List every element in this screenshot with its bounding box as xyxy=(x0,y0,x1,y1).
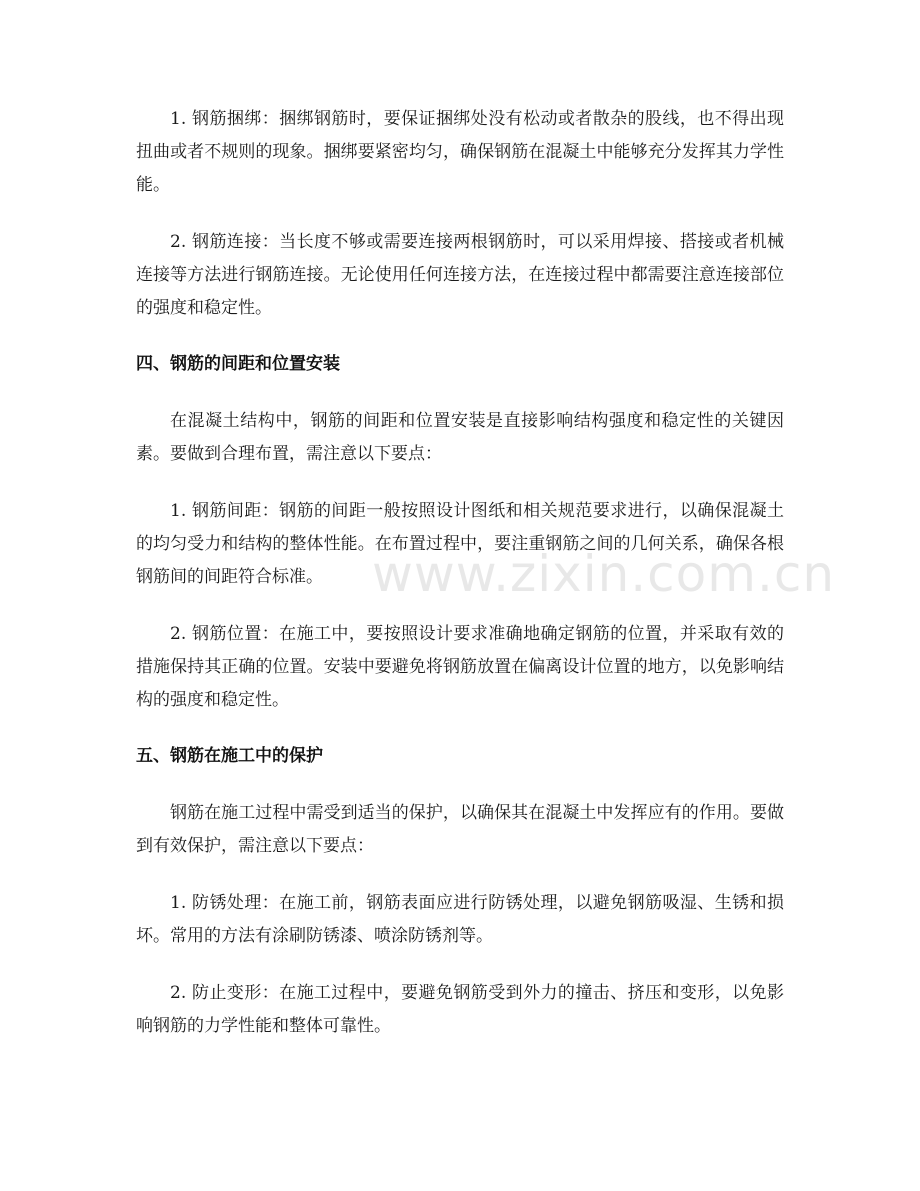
paragraph-protection-intro: 钢筋在施工过程中需受到适当的保护，以确保其在混凝土中发挥应有的作用。要做到有效保护，需注意以下要点： xyxy=(136,803,784,856)
paragraph-spacing-intro: 在混凝土结构中，钢筋的间距和位置安装是直接影响结构强度和稳定性的关键因素。要做到合理布置，需注意以下要点： xyxy=(136,411,784,464)
section-heading-spacing-position: 四、钢筋的间距和位置安装 xyxy=(136,354,340,374)
paragraph-rust-prevention: 1. 防锈处理：在施工前，钢筋表面应进行防锈处理，以避免钢筋吸湿、生锈和损坏。常用的方法有涂刷防锈漆、喷涂防锈剂等。 xyxy=(136,893,784,946)
paragraph-rebar-binding: 1. 钢筋捆绑：捆绑钢筋时，要保证捆绑处没有松动或者散杂的股线，也不得出现扭曲或者不规则的现象。捆绑要紧密均匀，确保钢筋在混凝土中能够充分发挥其力学性能。 xyxy=(136,109,784,195)
paragraph-rebar-spacing: 1. 钢筋间距：钢筋的间距一般按照设计图纸和相关规范要求进行，以确保混凝土的均匀受力和结构的整体性能。在布置过程中，要注重钢筋之间的几何关系，确保各根钢筋间的间距符合标准。 xyxy=(136,501,784,587)
document-body xyxy=(136,103,784,1067)
section-heading-protection: 五、钢筋在施工中的保护 xyxy=(136,746,323,766)
paragraph-rebar-position: 2. 钢筋位置：在施工中，要按照设计要求准确地确定钢筋的位置，并采取有效的措施保持其正确的位置。安装中要避免将钢筋放置在偏离设计位置的地方，以免影响结构的强度和稳定性。 xyxy=(136,624,784,710)
paragraph-deformation-prevention: 2. 防止变形：在施工过程中，要避免钢筋受到外力的撞击、挤压和变形，以免影响钢筋的力学性能和整体可靠性。 xyxy=(136,983,784,1036)
watermark-text: www.zixin.com.cn xyxy=(372,545,836,603)
paragraph-rebar-connection: 2. 钢筋连接：当长度不够或需要连接两根钢筋时，可以采用焊接、搭接或者机械连接等方法进行钢筋连接。无论使用任何连接方法，在连接过程中都需要注意连接部位的强度和稳定性。 xyxy=(136,232,784,318)
